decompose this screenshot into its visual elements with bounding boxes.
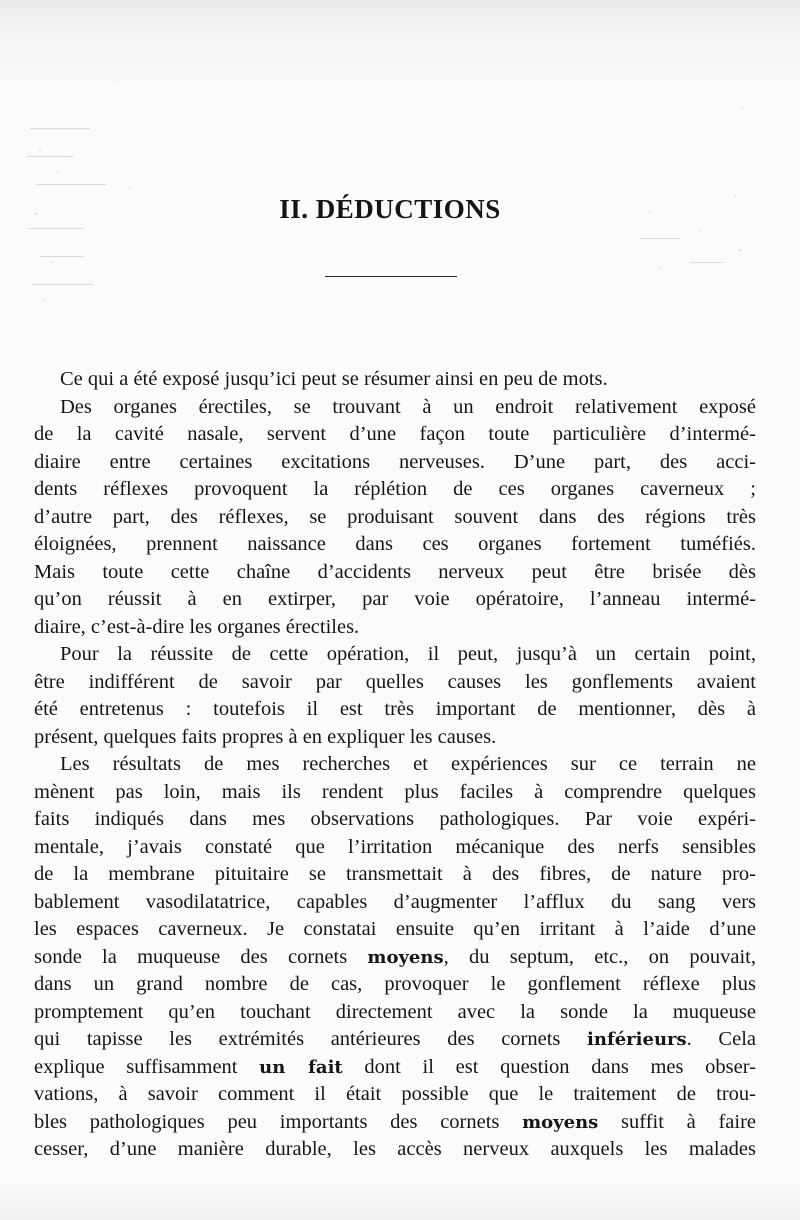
text-line — [34, 834, 756, 862]
text-run: présent, quelques faits propres à en expliquer les causes. — [34, 725, 497, 748]
text-line — [34, 641, 756, 669]
text-line — [34, 614, 756, 642]
text-run: d’autre part, des réflexes, se produisant souvent dans des régions très — [34, 505, 756, 528]
text-line — [34, 696, 756, 724]
text-run: dans un grand nombre de cas, provoquer le gonflement réflexe plus — [34, 973, 756, 995]
emphasis-text: moyens — [367, 946, 444, 968]
text-run: Les résultats de mes recherches et expériences sur ce terrain ne — [60, 753, 756, 775]
text-line — [34, 944, 756, 972]
text-run: mènent pas loin, mais ils rendent plus faciles à comprendre quelques — [34, 780, 756, 803]
text-run: Pour la réussite de cette opération, il peut, jusqu’à un certain point, — [60, 643, 756, 665]
text-line — [34, 1081, 756, 1109]
text-run: Des organes érectiles, se trouvant à un endroit relativement exposé — [60, 395, 756, 418]
text-run: éloignées, prennent naissance dans ces organes fortement tuméfiés. — [34, 533, 756, 555]
text-run: de la membrane pituitaire se transmettait à des fibres, de nature pro- — [34, 863, 756, 885]
text-run: qu’on réussit à en extirper, par voie opératoire, l’anneau intermé- — [34, 588, 756, 610]
text-line — [34, 1054, 756, 1082]
text-line — [34, 366, 756, 394]
text-run: promptement qu’en touchant directement avec la sonde la muqueuse — [34, 1000, 756, 1023]
text-run: Mais toute cette chaîne d’accidents nerveux peut être brisée dès — [34, 560, 756, 583]
text-run: diaire, c’est-à-dire les organes érectiles. — [34, 615, 360, 638]
text-line — [34, 779, 756, 807]
text-run: vations, à savoir comment il était possible que le traitement de trou- — [34, 1083, 756, 1105]
text-line — [34, 504, 756, 532]
text-run: faits indiqués dans mes observations pathologiques. Par voie expéri- — [34, 808, 756, 830]
section-title: II. DÉDUCTIONS — [279, 194, 501, 224]
text-run: de la cavité nasale, servent d’une façon toute particulière d’intermé- — [34, 423, 756, 445]
text-run: bablement vasodilatatrice, capables d’augmenter l’afflux du sang vers — [34, 890, 756, 913]
text-run: sonde la muqueuse des cornets — [34, 945, 368, 968]
text-run: être indifférent de savoir par quelles causes les gonflements avaient — [34, 670, 756, 693]
paragraph — [34, 366, 756, 394]
text-line — [34, 999, 756, 1027]
text-run: diaire entre certaines excitations nerveuses. D’une part, des acci- — [34, 450, 756, 473]
text-run: les espaces caverneux. Je constatai ensuite qu’en irritant à l’aide d’une — [34, 918, 756, 940]
paragraph — [34, 641, 756, 751]
text-line — [34, 394, 756, 422]
text-line — [34, 751, 756, 779]
paragraph — [34, 394, 756, 642]
text-line — [34, 971, 756, 999]
text-run: qui tapisse les extrémités antérieures des cornets — [34, 1028, 588, 1050]
text-line — [34, 531, 756, 559]
text-run: . Cela — [686, 1028, 756, 1050]
text-line — [34, 559, 756, 587]
text-run: dont il est question dans mes obser- — [342, 1055, 756, 1078]
text-run: suffit à faire — [598, 1110, 756, 1133]
emphasis-text: inférieurs — [587, 1029, 687, 1050]
emphasis-text: un fait — [259, 1056, 343, 1078]
text-run: dents réflexes provoquent la réplétion de ces organes caverneux ; — [34, 478, 756, 500]
text-line — [34, 449, 756, 477]
text-line — [34, 586, 756, 614]
text-line — [34, 476, 756, 504]
body-text — [34, 366, 756, 1164]
text-run: Ce qui a été exposé jusqu’ici peut se résumer ainsi en peu de mots. — [60, 368, 608, 390]
text-line — [34, 724, 756, 752]
text-run: , du septum, etc., on pouvait, — [443, 945, 756, 968]
text-line — [34, 1136, 756, 1164]
title-rule — [325, 276, 457, 277]
paragraph — [34, 751, 756, 1164]
text-line — [34, 421, 756, 449]
text-run: cesser, d’une manière durable, les accès nerveux auxquels les malades — [34, 1138, 756, 1160]
text-run: été entretenus : toutefois il est très important de mentionner, dès à — [34, 698, 756, 720]
text-run: bles pathologiques peu importants des cornets — [34, 1110, 523, 1133]
text-run: explique suffisamment — [34, 1055, 260, 1078]
text-line — [34, 861, 756, 889]
text-line — [34, 916, 756, 944]
text-line — [34, 806, 756, 834]
text-line — [34, 889, 756, 917]
text-run: mentale, j’avais constaté que l’irritation mécanique des nerfs sensibles — [34, 835, 756, 858]
text-line — [34, 1026, 756, 1054]
text-line — [34, 1109, 756, 1137]
text-line — [34, 669, 756, 697]
emphasis-text: moyens — [522, 1111, 599, 1133]
